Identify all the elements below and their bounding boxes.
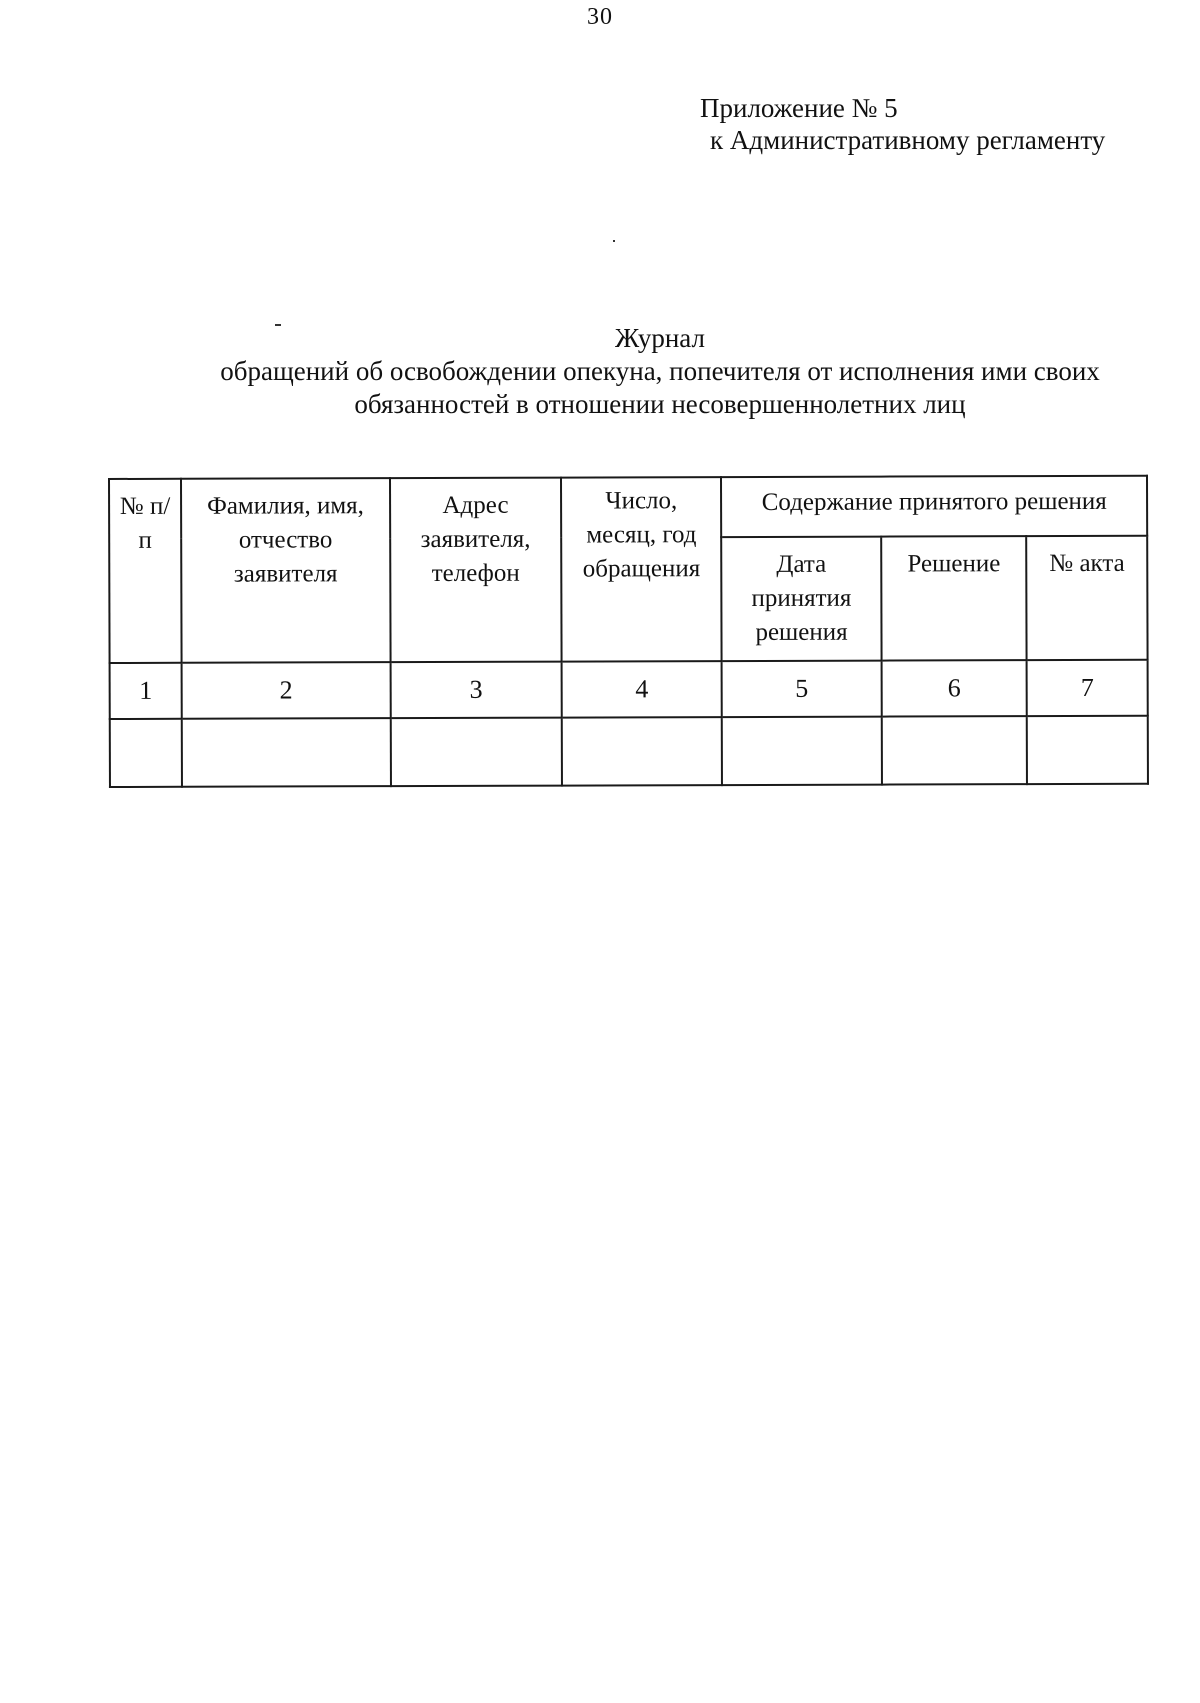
column-number: 5	[722, 661, 882, 718]
empty-cell	[391, 718, 562, 787]
column-number: 6	[881, 660, 1027, 716]
header-number: № п/п	[109, 479, 182, 663]
scan-speck	[613, 240, 615, 242]
header-address: Адрес заявителя, телефон	[390, 478, 562, 663]
header-decision-date: Дата принятия решения	[722, 537, 882, 662]
appendix-line-1: Приложение № 5	[700, 93, 898, 123]
empty-cell	[110, 719, 182, 787]
journal-table	[108, 475, 1149, 788]
title-line-1: обращений об освобождении опекуна, попечителя от исполнения ими своих	[220, 356, 1100, 386]
table-row	[110, 716, 1148, 787]
empty-cell	[1027, 716, 1148, 784]
appendix-line-2: к Административному регламенту	[710, 125, 1106, 155]
header-decision-group: Содержание принятого решения	[721, 476, 1147, 537]
header-decision: Решение	[881, 536, 1027, 660]
title-heading: Журнал	[614, 323, 706, 353]
empty-cell	[881, 716, 1027, 784]
title-line-2: обязанностей в отношении несовершеннолетних лиц	[354, 389, 966, 419]
column-number: 4	[562, 661, 723, 718]
column-number: 1	[110, 663, 182, 719]
column-number-row	[110, 660, 1148, 719]
empty-cell	[562, 717, 723, 786]
appendix-reference	[700, 92, 1105, 156]
column-number: 7	[1027, 660, 1148, 716]
header-date: Число, месяц, год обращения	[561, 477, 722, 662]
page-number: 30	[587, 4, 613, 30]
column-number: 3	[390, 662, 561, 719]
header-act-number: № акта	[1027, 536, 1148, 660]
table-header-row	[109, 476, 1147, 539]
empty-cell	[722, 717, 882, 786]
column-number: 2	[182, 662, 391, 719]
header-full-name: Фамилия, имя, отчество заявителя	[181, 478, 390, 663]
document-title	[170, 322, 1150, 421]
empty-cell	[182, 718, 391, 787]
